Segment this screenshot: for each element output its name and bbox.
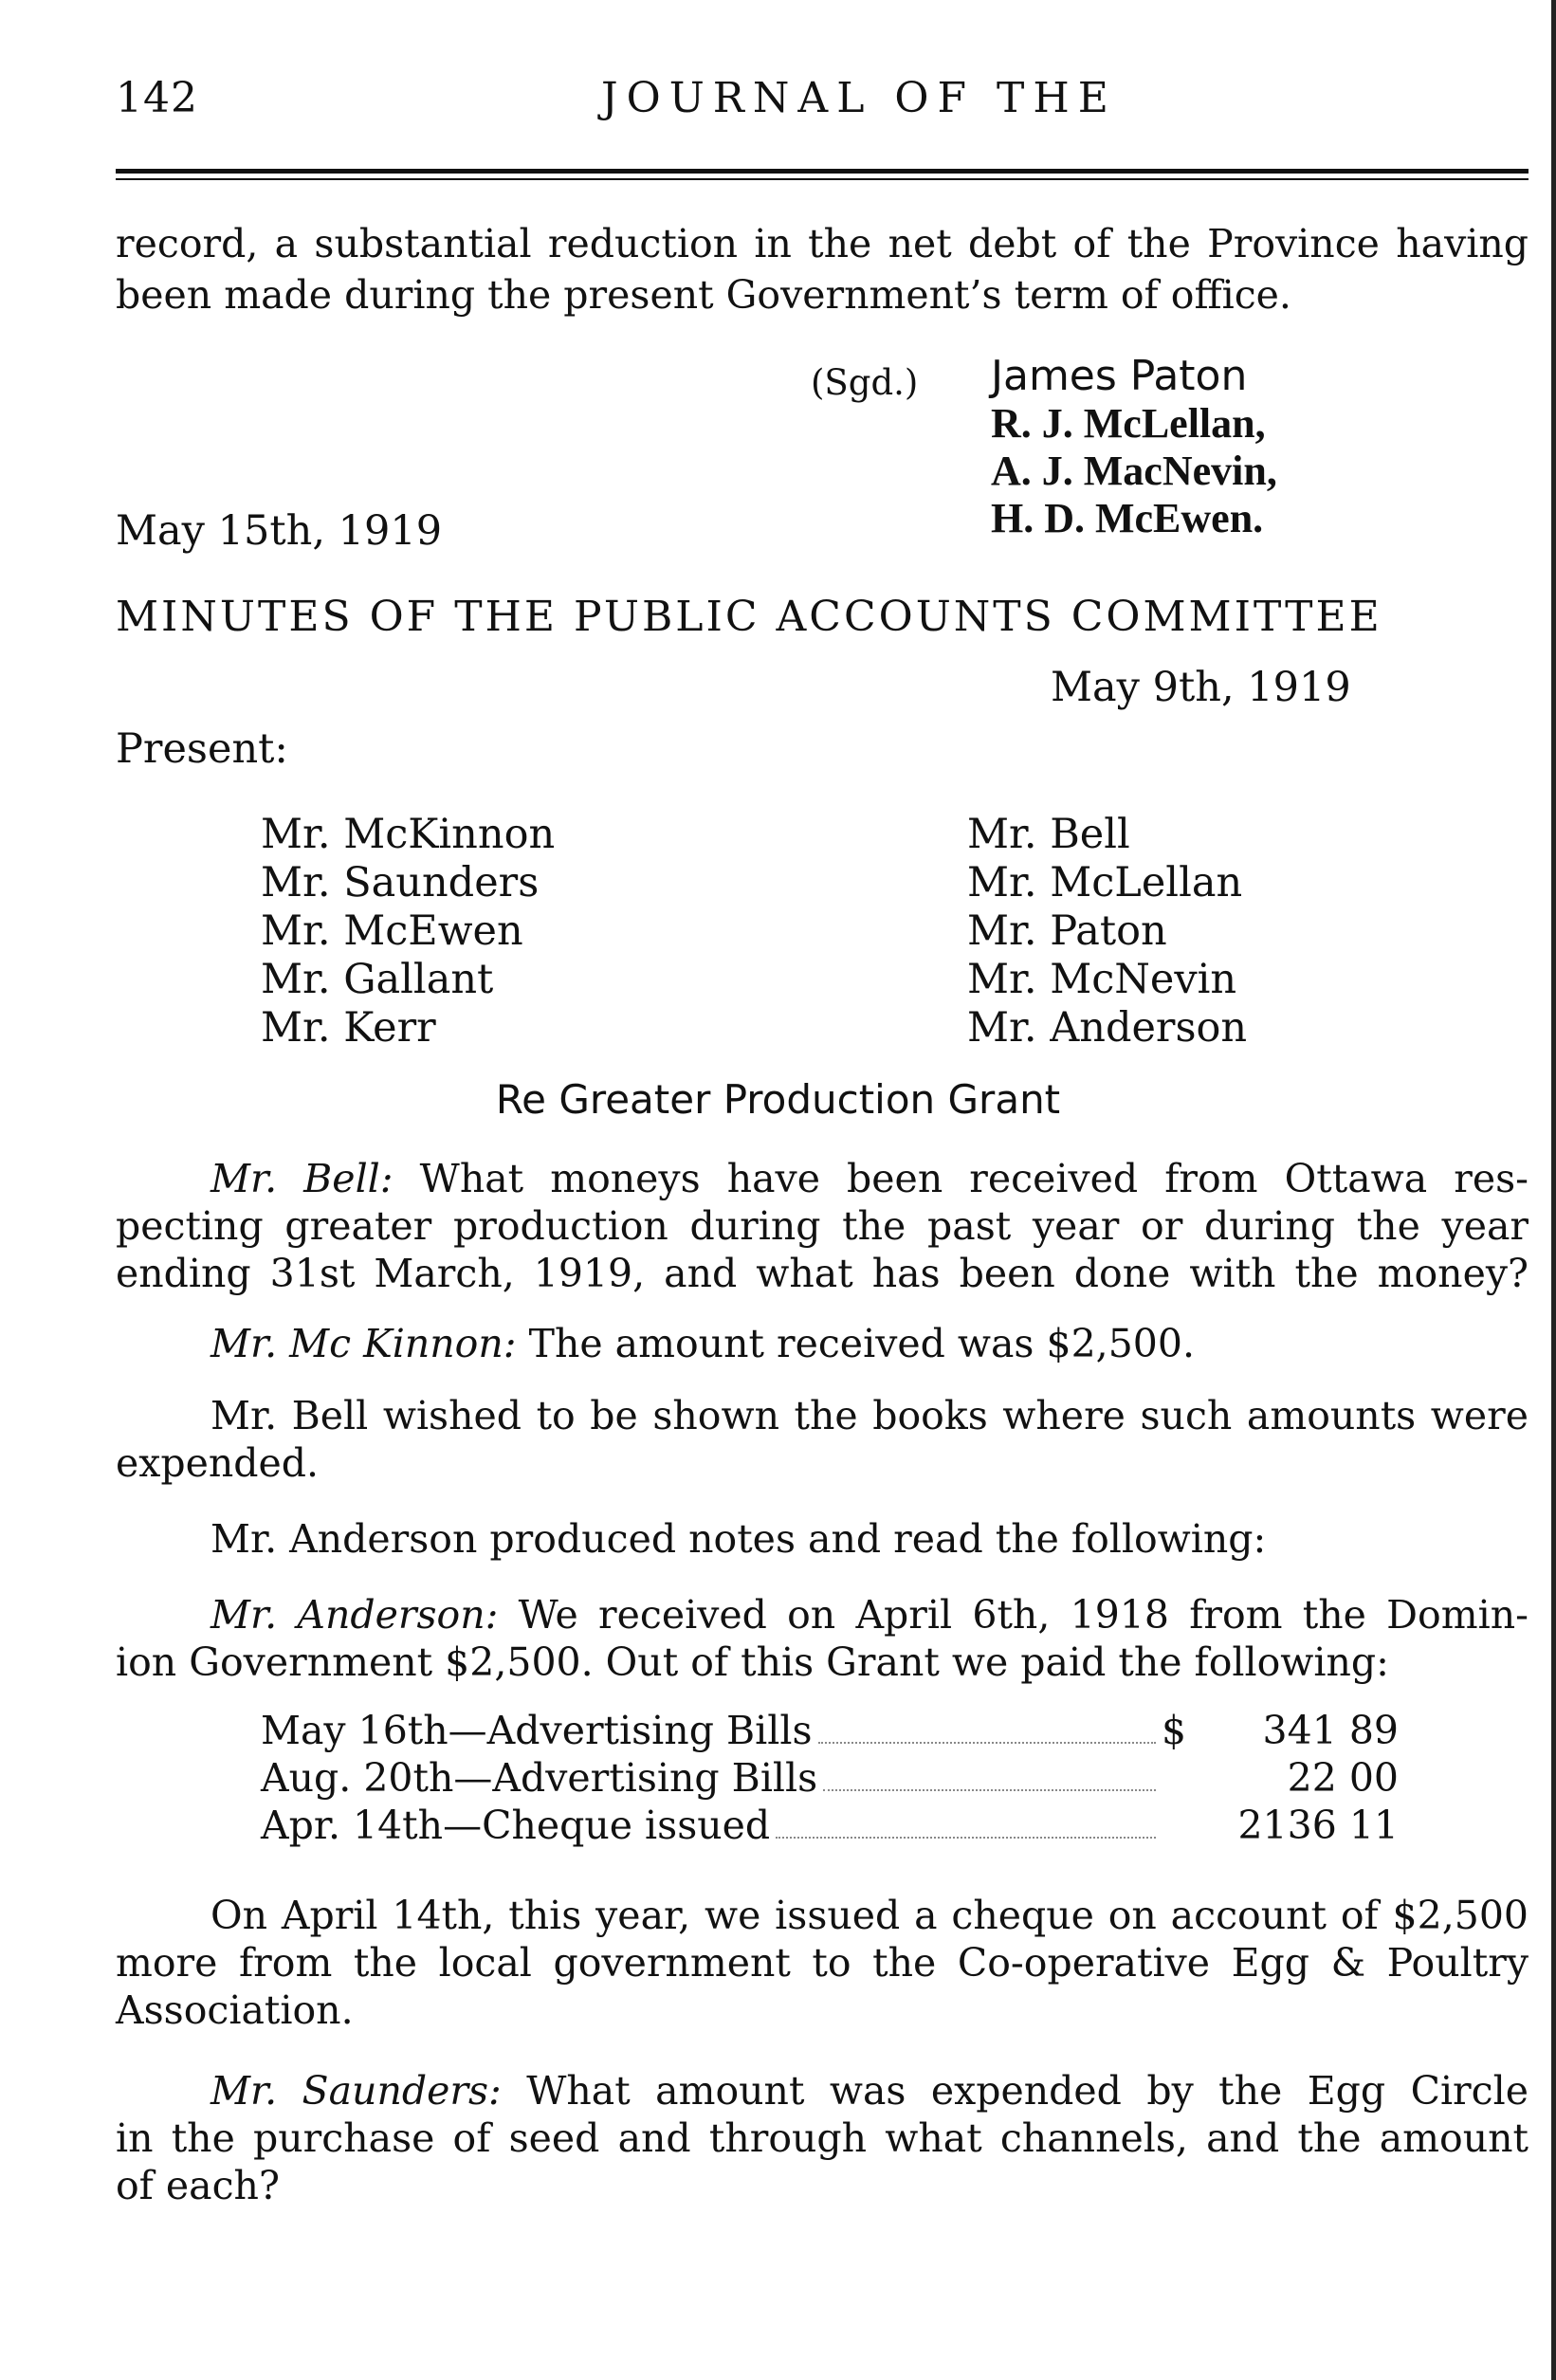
- paragraph-text: What amount was expended by the Egg Circle: [501, 2068, 1529, 2114]
- speaker-name: Mr. Saunders:: [211, 2068, 502, 2114]
- table-row: [261, 1802, 1399, 1849]
- paragraph-text: We received on April 6th, 1918 from the Domin-: [498, 1592, 1529, 1638]
- member-name: Mr. McLellan: [967, 859, 1243, 906]
- running-head: [116, 74, 1556, 131]
- speaker-name: Mr. Anderson:: [211, 1592, 499, 1638]
- expenditure-table: [261, 1707, 1399, 1849]
- continuation-line-2: been made during the present Government’s term of office.: [116, 272, 1291, 318]
- signature-block: [991, 353, 1277, 542]
- paragraph-mckinnon: [116, 1320, 1529, 1367]
- speaker-name: Mr. Mc Kinnon:: [211, 1321, 517, 1366]
- paragraph-books-line-1: Mr. Bell wished to be shown the books where such amounts were: [211, 1393, 1529, 1438]
- expenditure-description: May 16th—Advertising Bills: [261, 1708, 813, 1753]
- signature-name: R. J. McLellan,: [991, 400, 1266, 447]
- paragraph-cheque-line-2: more from the local government to the Co-operative Egg & Poultry: [116, 1940, 1529, 1986]
- paragraph-saunders-line-3: of each?: [116, 2163, 280, 2208]
- currency-symbol: $: [1162, 1708, 1187, 1753]
- member-name: Mr. Paton: [967, 907, 1167, 955]
- member-name: Mr. McKinnon: [261, 811, 556, 858]
- paragraph-text: The amount received was $2,500.: [516, 1321, 1195, 1366]
- paragraph-notes: Mr. Anderson produced notes and read the following:: [211, 1516, 1267, 1562]
- signature-date: May 15th, 1919: [116, 507, 443, 555]
- signature-name: James Paton: [991, 352, 1248, 400]
- member-name: Mr. Gallant: [261, 956, 494, 1003]
- table-row: [261, 1754, 1399, 1802]
- section-heading: Re Greater Production Grant: [495, 1076, 1061, 1123]
- table-row: [261, 1707, 1399, 1754]
- header-rule-thick: [116, 169, 1529, 174]
- signed-mark: (Sgd.): [811, 362, 919, 403]
- paragraph-books-line-2: expended.: [116, 1440, 320, 1486]
- paragraph-saunders-line-2: in the purchase of seed and through what channels, and the amount: [116, 2115, 1529, 2161]
- paragraph-anderson-line-2: ion Government $2,500. Out of this Grant we paid the following:: [116, 1639, 1389, 1685]
- dot-leader: [818, 1742, 1157, 1744]
- paragraph-text: What moneys have been received from Ottawa res-: [393, 1156, 1529, 1201]
- page-number: 142: [116, 74, 198, 122]
- speaker-name: Mr. Bell:: [211, 1156, 394, 1201]
- expenditure-amount: 22 00: [1287, 1755, 1399, 1801]
- dot-leader: [776, 1837, 1156, 1839]
- paragraph-saunders-line-1: [116, 2067, 1529, 2115]
- expenditure-amount: 341 89: [1262, 1708, 1399, 1753]
- member-name: Mr. McNevin: [967, 956, 1237, 1003]
- signature-name: A. J. MacNevin,: [991, 448, 1277, 494]
- expenditure-amount: 2136 11: [1237, 1803, 1399, 1848]
- paragraph-bell-line-1: [116, 1155, 1529, 1202]
- expenditure-description: Aug. 20th—Advertising Bills: [261, 1755, 818, 1801]
- journal-title: JOURNAL OF THE: [601, 74, 1117, 122]
- paragraph-cheque-line-1: On April 14th, this year, we issued a cheque on account of $2,500: [211, 1893, 1529, 1938]
- paragraph-cheque-line-3: Association.: [116, 1987, 354, 2033]
- header-rule-thin: [116, 178, 1529, 180]
- paragraph-anderson-line-1: [116, 1591, 1529, 1639]
- member-name: Mr. McEwen: [261, 907, 523, 955]
- dot-leader: [823, 1789, 1156, 1791]
- members-list-left: [261, 811, 555, 1053]
- member-name: Mr. Kerr: [261, 1004, 436, 1052]
- paragraph-bell-line-2: pecting greater production during the past year or during the year: [116, 1203, 1529, 1249]
- present-label: Present:: [116, 725, 288, 773]
- page-edge-line: [1551, 0, 1556, 2380]
- member-name: Mr. Saunders: [261, 859, 540, 906]
- continuation-line-1: record, a substantial reduction in the net debt of the Province having: [116, 221, 1529, 266]
- expenditure-description: Apr. 14th—Cheque issued: [261, 1803, 771, 1848]
- member-name: Mr. Anderson: [967, 1004, 1248, 1052]
- paragraph-bell-line-3: ending 31st March, 1919, and what has been done with the money?: [116, 1251, 1529, 1296]
- members-list-right: [967, 811, 1247, 1053]
- member-name: Mr. Bell: [967, 811, 1130, 858]
- minutes-heading: MINUTES OF THE PUBLIC ACCOUNTS COMMITTEE: [116, 593, 1382, 641]
- signature-name: H. D. McEwen.: [991, 495, 1264, 541]
- minutes-date: May 9th, 1919: [1051, 664, 1351, 711]
